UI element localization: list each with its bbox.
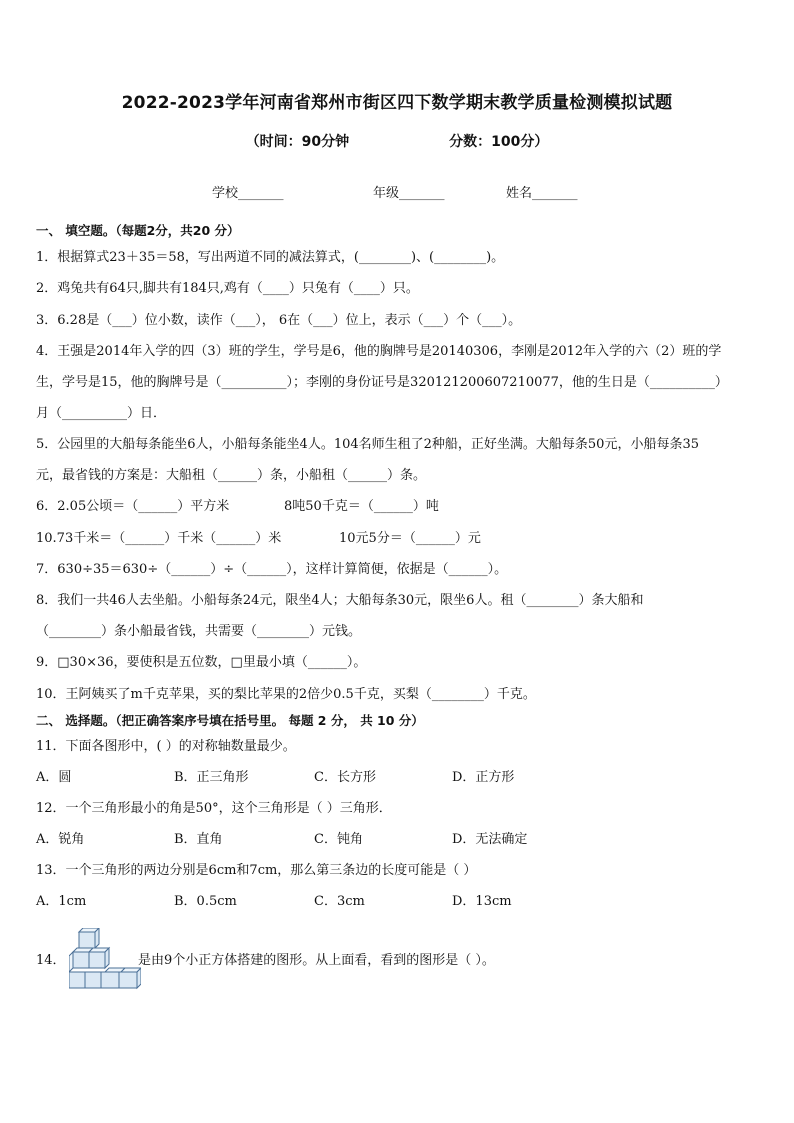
question-3: 3．6.28是（___）位小数，读作（___）， 6在（___）位上，表示（___）个（___）。 <box>36 313 522 328</box>
exam-subtitle <box>0 131 794 151</box>
question-8-line2: （________）条小船最省钱，共需要（________）元钱。 <box>36 624 362 639</box>
question-14-stem: 是由9个小正方体搭建的图形。从上面看，看到的图形是（ ）。 <box>138 953 495 968</box>
question-11: 11．下面各图形中，( ）的对称轴数量最少。 <box>36 739 296 754</box>
option-a[interactable]: A．圆 <box>36 770 72 785</box>
question-4-line1: 4．王强是2014年入学的四（3）班的学生，学号是6，他的胸牌号是20140306，李刚是2012年入学的六（2）班的学 <box>36 344 722 359</box>
question-7: 7．630÷35＝630÷（______）÷（______），这样计算简便，依据是（______）。 <box>36 562 508 577</box>
question-6c: 10.73千米＝（______）千米（______）米 <box>36 531 282 546</box>
option-a[interactable]: A．锐角 <box>36 832 85 847</box>
exam-time: （时间：90分钟 <box>245 134 350 150</box>
exam-score: 分数：100分） <box>449 134 549 150</box>
option-b[interactable]: B．0.5cm <box>174 894 237 909</box>
option-b[interactable]: B．直角 <box>174 832 223 847</box>
option-d[interactable]: D．无法确定 <box>452 832 528 847</box>
name-field[interactable]: 姓名_______ <box>506 186 578 201</box>
option-c[interactable]: C．钝角 <box>314 832 363 847</box>
cube-stack-figure <box>69 928 141 994</box>
question-6b: 8吨50千克＝（______）吨 <box>284 499 439 514</box>
question-9: 9．□30×36，要使积是五位数，□里最小填（______）。 <box>36 655 367 670</box>
question-1: 1．根据算式23＋35＝58，写出两道不同的减法算式，(________)、(________)。 <box>36 250 505 265</box>
option-d[interactable]: D．正方形 <box>452 770 515 785</box>
school-field[interactable]: 学校_______ <box>212 186 284 201</box>
question-14-number: 14． <box>36 953 66 968</box>
option-c[interactable]: C．3cm <box>314 894 365 909</box>
question-8-line1: 8．我们一共46人去坐船。小船每条24元，限坐4人；大船每条30元，限坐6人。租（________）条大船和 <box>36 593 644 608</box>
option-d[interactable]: D．13cm <box>452 894 512 909</box>
option-a[interactable]: A．1cm <box>36 894 87 909</box>
question-4-line3: 月（__________）日． <box>36 406 167 421</box>
option-b[interactable]: B．正三角形 <box>174 770 249 785</box>
section2-header: 二、 选择题。（把正确答案序号填在括号里。 每题 2 分， 共 10 分） <box>36 713 424 728</box>
question-5-line1: 5．公园里的大船每条能坐6人，小船每条能坐4人。104名师生租了2种船，正好坐满。大船每条50元，小船每条35 <box>36 437 699 452</box>
question-12: 12．一个三角形最小的角是50°，这个三角形是（ ）三角形． <box>36 801 392 816</box>
question-2: 2．鸡兔共有64只,脚共有184只,鸡有（____）只兔有（____）只。 <box>36 281 419 296</box>
question-6a: 6．2.05公顷＝（______）平方米 <box>36 499 230 514</box>
grade-field[interactable]: 年级_______ <box>373 186 445 201</box>
section1-header: 一、 填空题。（每题2分，共20 分） <box>36 223 240 238</box>
option-c[interactable]: C．长方形 <box>314 770 376 785</box>
question-6d: 10元5分＝（______）元 <box>339 531 481 546</box>
question-5-line2: 元，最省钱的方案是：大船租（______）条，小船租（______）条。 <box>36 468 427 483</box>
page-title: 2022-2023学年河南省郑州市街区四下数学期末教学质量检测模拟试题 <box>121 93 673 113</box>
question-13: 13．一个三角形的两边分别是6cm和7cm，那么第三条边的长度可能是（ ） <box>36 863 477 878</box>
question-10: 10．王阿姨买了m千克苹果，买的梨比苹果的2倍少0.5千克，买梨（________）千克。 <box>36 687 536 702</box>
question-4-line2: 生，学号是15，他的胸牌号是（__________）；李刚的身份证号是320121200607210077，他的生日是（__________） <box>36 375 728 390</box>
